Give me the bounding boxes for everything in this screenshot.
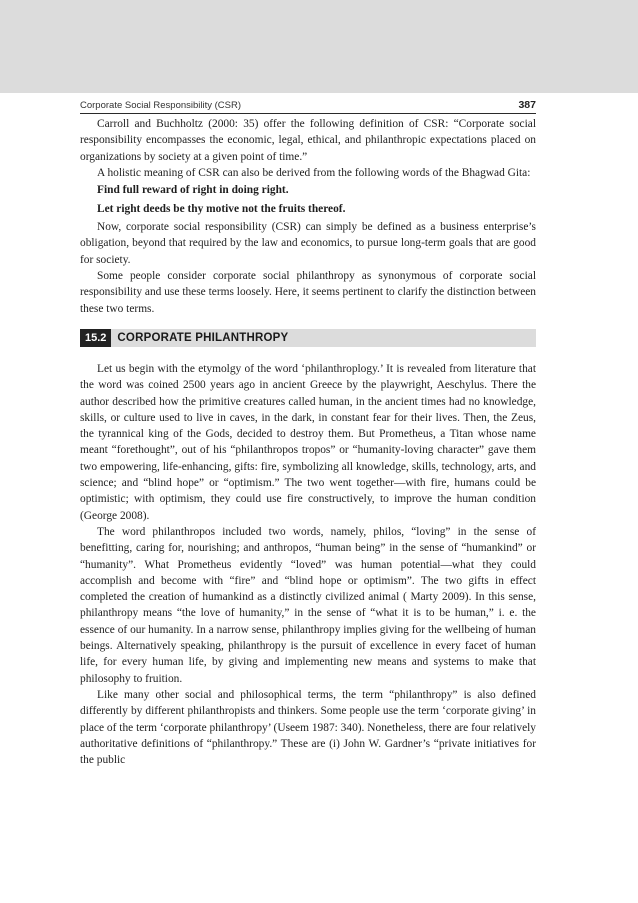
page-number: 387 (518, 99, 536, 111)
running-head (80, 93, 536, 114)
paragraph-csr-simple-definition: Now, corporate social responsibility (CSR) can simply be defined as a business enterprise’s obligation, beyond that required by the law and economics, to pursue long-term goals that are good for society. (80, 221, 536, 266)
paragraph-distinction: Some people consider corporate social philanthropy as synonymous of corporate social responsibility and use these terms loosely. Here, it seems pertinent to clarify the distinction between these two terms. (80, 270, 536, 315)
running-head-title: Corporate Social Responsibility (CSR) (80, 100, 242, 111)
paragraph-csr-definition: Carroll and Buchholtz (2000: 35) offer the following definition of CSR: “Corporate social responsibility encompasses the economic, legal, ethical, and philanthropic expectations placed on organizations by society at a given point of time.” (80, 118, 536, 163)
top-gray-band (0, 0, 638, 93)
paragraph-definitions: Like many other social and philosophical terms, the term “philanthropy” is also defined differently by different philanthropists and thinkers. Some people use the term ‘corporate giving’ in place of the term ‘corporate philanthropy’ (Useem 1987: 340). Nonetheless, there are four relatively authoritative definitions of “philanthropy.” These are (i) John W. Gardner’s “private initiatives for the public (80, 688, 536, 767)
section-title: CORPORATE PHILANTHROPY (117, 331, 289, 344)
section-heading (80, 329, 536, 347)
book-page (80, 93, 536, 768)
verse-line-2: Let right deeds be thy motive not the fruits thereof. (97, 203, 346, 216)
section-number: 15.2 (80, 329, 111, 347)
paragraph-etymology: Let us begin with the etymolgy of the word ‘philanthroplogy.’ It is revealed from literature that the word was coined 2500 years ago in ancient Greece by the playwright, Aeschylus. There the author described how the primitive creatures called human, in the ancient times had no knowledge, skills, or culture used to live in caves, in the dark, in constant fear for their lives. Then, the Zeus, the tyrannical king of the Gods, decided to destroy them. But Prometheus, a Titan whose name meant “forethought”, out of his “philanthropos tropos” or “humanity-loving character” gave them two empowering, life-enhancing, gifts: fire, symbolizing all knowledge, skills, technology, arts, and science; and “blind hope” or “optimism.” The two went together—with fire, humans could be optimistic; with optimism, they could use fire constructively, to improve the human condition (George 2008). (80, 362, 536, 522)
paragraph-philanthropos: The word philanthropos included two words, namely, philos, “loving” in the sense of benefitting, caring for, nourishing; and anthropos, “human being” in the sense of “humankind” or “humanity”. What Prometheus evidently “loved” was human potential—what they could accomplish and become with “fire” and “blind hope or optimism”. The two gifts in effect completed the creation of humankind as a distinctly civilized animal ( Marty 2009). In this sense, philanthropy means “the love of humanity,” in the sense of “what it is to be human,” i. e. the essence of our humanity. In a narrow sense, philanthropy implies giving for the wellbeing of human beings. Alternatively speaking, philanthropy is the pursuit of excellence in every facet of human life, for every human life, by giving and implementing new means and systems to make that philosophy to fruition. (80, 525, 536, 685)
verse-line-1: Find full reward of right in doing right. (97, 184, 289, 197)
paragraph-gita-intro: A holistic meaning of CSR can also be derived from the following words of the Bhagwad Gita: (97, 166, 531, 179)
